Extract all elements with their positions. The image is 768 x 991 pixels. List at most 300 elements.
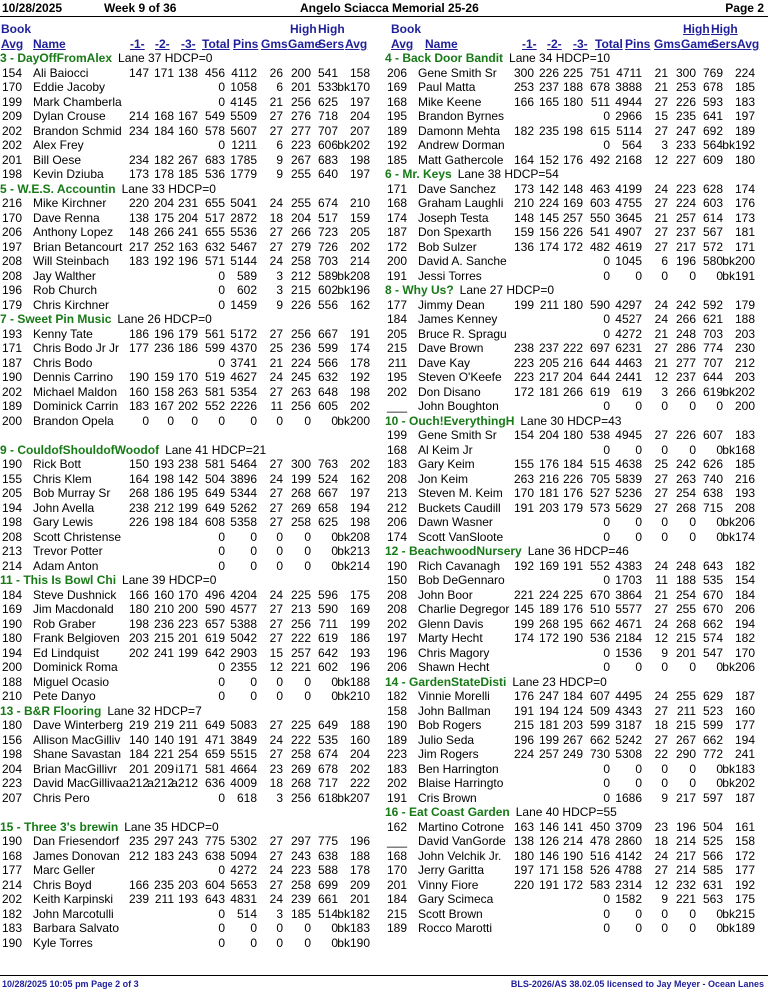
game-2: 145 (538, 210, 559, 225)
pins: 2168 (615, 152, 642, 167)
game-3: 243 (177, 834, 198, 848)
pins: 1785 (230, 152, 257, 167)
high-series: 662 (702, 616, 723, 631)
series-total: 705 (589, 471, 610, 486)
game-3: 160 (177, 123, 198, 138)
player-row (0, 124, 384, 139)
high-series: 0 (716, 906, 723, 921)
average: 191 (349, 326, 370, 341)
series-total: 636 (204, 776, 225, 790)
series-total: 0 (603, 573, 610, 587)
games: 24 (654, 297, 668, 312)
player-name: David A. Sanche (418, 254, 507, 268)
high-series: 585 (702, 863, 723, 877)
game-3: 185 (177, 167, 198, 181)
high-series: 523 (702, 703, 723, 718)
series-total: 643 (204, 892, 225, 906)
pins: 5344 (230, 486, 257, 500)
book-avg: 214 (1, 877, 22, 892)
games: 27 (269, 718, 283, 732)
series-total: 0 (218, 268, 225, 283)
series-total: 697 (589, 341, 610, 355)
player-name: Bob Sulzer (418, 239, 477, 254)
game-3: 176 (562, 486, 583, 500)
high-series: 740 (702, 471, 723, 486)
player-row (385, 399, 768, 414)
book-avg: 174 (386, 210, 407, 225)
high-game: 188 (675, 573, 696, 587)
game-3: 204 (562, 370, 583, 384)
avg-header: Avg (1, 37, 24, 51)
games: 27 (654, 196, 668, 210)
book-avg: 194 (1, 645, 22, 660)
game-3: 180 (562, 297, 583, 312)
games: 24 (269, 587, 283, 602)
player-name: Rob Graber (33, 616, 96, 631)
average: bk174 (722, 529, 755, 544)
player-name: Alex Frey (33, 138, 84, 152)
games: 0 (276, 558, 283, 573)
high-game: 0 (689, 921, 696, 935)
games: 24 (269, 863, 283, 877)
games: 11 (270, 399, 283, 413)
high-game: 256 (290, 399, 311, 413)
high-game: 0 (689, 515, 696, 529)
player-row (0, 617, 384, 632)
high-game: 266 (675, 312, 696, 326)
book-avg: 183 (386, 457, 407, 471)
book-avg: 213 (386, 486, 407, 500)
player-row (0, 791, 384, 806)
game-1: 173 (128, 167, 149, 181)
game-1: 154 (513, 428, 534, 442)
player-row (0, 472, 384, 487)
gms-header: Gms (654, 37, 681, 51)
pins: 0 (635, 268, 642, 283)
high-series: 609 (702, 152, 723, 167)
average: bk188 (337, 674, 370, 689)
series-total: 573 (589, 500, 610, 515)
high-game: 236 (290, 341, 311, 355)
games: 3 (276, 906, 283, 921)
player-row (385, 341, 768, 356)
pins: 4577 (230, 602, 257, 616)
game-1: 184 (128, 747, 149, 761)
high-game: 223 (290, 863, 311, 877)
games: 24 (654, 689, 668, 703)
games: 23 (654, 819, 668, 834)
games: 27 (269, 457, 283, 471)
team-name: 8 - Why Us? (385, 283, 454, 297)
games: 18 (269, 776, 283, 790)
player-row (385, 196, 768, 211)
high-series: 649 (317, 718, 338, 732)
series-total: 632 (204, 239, 225, 254)
pins-header: Pins (233, 37, 259, 51)
game-3: 179 (177, 326, 198, 341)
games: 0 (661, 515, 668, 529)
book-avg: 189 (386, 123, 407, 138)
player-name: Dave Sanchez (418, 181, 497, 196)
average: 198 (349, 515, 370, 529)
book-avg: 154 (1, 65, 22, 80)
high-game: 227 (675, 152, 696, 167)
player-name: Dawn Wasner (418, 515, 493, 529)
average: 175 (349, 587, 370, 602)
games: 18 (654, 834, 668, 848)
book-avg: 202 (386, 384, 407, 399)
high-game: 217 (675, 848, 696, 863)
high-game: 258 (290, 515, 311, 529)
games: 15 (654, 109, 668, 123)
series-total: 538 (589, 428, 610, 442)
high-game: 225 (290, 718, 311, 732)
game-1: 198 (128, 616, 149, 631)
book-avg: 172 (386, 239, 407, 254)
game-1: 136 (513, 239, 534, 254)
player-name: John Ballman (418, 703, 491, 718)
games: 27 (269, 109, 283, 123)
game-1: 234 (128, 123, 149, 138)
book-avg: 209 (1, 109, 22, 123)
pins: 4627 (230, 370, 257, 384)
book-avg: 155 (1, 471, 22, 486)
player-name: Steve Dushnick (33, 587, 117, 602)
games: 0 (661, 921, 668, 935)
player-row (0, 863, 384, 878)
player-row (0, 370, 384, 385)
game3-header: -3- (573, 37, 588, 51)
game-3: i171 (175, 761, 198, 776)
player-row (0, 80, 384, 95)
game-1: 180 (513, 848, 534, 863)
game-2: 172 (538, 631, 559, 645)
game-1: 202 (128, 645, 149, 660)
high-series: 574 (702, 631, 723, 645)
series-total: 0 (218, 863, 225, 877)
game-3: 225 (562, 587, 583, 602)
book-avg: 202 (386, 776, 407, 790)
pins: 0 (250, 935, 257, 950)
series-total: 0 (603, 254, 610, 268)
series-total: 561 (204, 326, 225, 341)
games: 27 (654, 732, 668, 747)
pins: 5236 (615, 486, 642, 500)
game-2: 183 (153, 848, 174, 863)
player-row (385, 327, 768, 342)
series-total: 456 (204, 65, 225, 80)
player-name: Jim Rogers (418, 747, 479, 761)
high-game: 222 (290, 631, 311, 645)
series-total: 0 (603, 515, 610, 529)
game-1: 199 (513, 616, 534, 631)
game-2: 241 (153, 645, 174, 660)
games: 27 (269, 384, 283, 399)
team-name: 11 - This Is Bowl Chi (0, 573, 117, 587)
high-series: 648 (317, 384, 338, 399)
games: 22 (654, 747, 668, 761)
game-3: 172 (562, 877, 583, 892)
player-row (385, 153, 768, 168)
games: 3 (276, 268, 283, 283)
high-game: 215 (675, 718, 696, 732)
book-avg: 168 (386, 442, 407, 457)
high-game-header: Game (681, 37, 715, 51)
high-game: 0 (689, 906, 696, 921)
game-3: 241 (177, 225, 198, 239)
high-game: 196 (675, 819, 696, 834)
games: 9 (661, 645, 668, 660)
player-name: Bob Murray Sr (33, 486, 111, 500)
game-1: 150 (128, 457, 149, 471)
games: 0 (276, 544, 283, 558)
pins: 4755 (615, 196, 642, 210)
high-series: 0 (716, 515, 723, 529)
game-1: 238 (128, 500, 149, 515)
pins: 4145 (230, 94, 257, 109)
right-column (385, 51, 768, 936)
high-game: 0 (304, 544, 311, 558)
total-header: Total (202, 37, 230, 51)
series-total: 0 (218, 660, 225, 674)
game-2: 140 (153, 732, 174, 747)
series-total: 482 (589, 239, 610, 254)
player-row (0, 211, 384, 226)
book-avg: 215 (386, 906, 407, 921)
player-row (385, 240, 768, 255)
pins: 3888 (615, 80, 642, 94)
pins: 5464 (230, 457, 257, 471)
pins: 5083 (230, 718, 257, 732)
game-2: 171 (153, 65, 174, 80)
high-series: 0 (331, 544, 338, 558)
book-avg: 169 (1, 602, 22, 616)
average: 196 (349, 834, 370, 848)
high-series: 717 (317, 776, 338, 790)
player-row (0, 95, 384, 110)
average: 210 (349, 196, 370, 210)
average: 202 (349, 761, 370, 776)
average: 192 (734, 877, 755, 892)
pins: 1459 (230, 297, 257, 312)
game-2: 178 (153, 167, 174, 181)
team-lane-info: Lane 23 HDCP=0 (512, 674, 607, 689)
series-total: 0 (603, 312, 610, 326)
series-total: 619 (589, 384, 610, 399)
series-total: 583 (589, 877, 610, 892)
high-game: 248 (675, 558, 696, 573)
average: 169 (349, 602, 370, 616)
average: 183 (734, 428, 755, 442)
game-3: 200 (177, 602, 198, 616)
game-3: 222 (562, 341, 583, 355)
book-avg: 208 (1, 254, 22, 268)
high-series: 643 (702, 558, 723, 573)
average: 178 (349, 355, 370, 370)
games: 21 (654, 210, 668, 225)
series-total: 619 (204, 631, 225, 645)
pins: 0 (635, 515, 642, 529)
series-total: 0 (218, 544, 225, 558)
series-total: 0 (218, 674, 225, 689)
high-game: 215 (675, 631, 696, 645)
game-2: 211 (154, 892, 174, 906)
average: 194 (734, 732, 755, 747)
high-series: 631 (702, 877, 723, 892)
series-total: 527 (589, 486, 610, 500)
player-row (0, 356, 384, 371)
series-total: 615 (589, 123, 610, 138)
player-name: Dominick Roma (33, 660, 118, 674)
games: 15 (269, 645, 283, 660)
player-name: Brandon Opela (33, 413, 114, 428)
game-1: 226 (128, 515, 149, 529)
pins: 5172 (230, 326, 257, 341)
player-name: Adam Anton (33, 558, 99, 573)
games: 0 (661, 660, 668, 674)
book-avg: 210 (1, 689, 22, 703)
high-series: 638 (702, 486, 723, 500)
player-row (385, 312, 768, 327)
high-series: 0 (331, 413, 338, 428)
player-name: Pete Danyo (33, 689, 96, 703)
player-row (385, 501, 768, 516)
average: 177 (734, 863, 755, 877)
high-series: 658 (317, 500, 338, 515)
average: bk189 (722, 921, 755, 935)
game-3: a212 (171, 776, 198, 790)
player-row (385, 138, 768, 153)
player-name: Dan Friesendorf (33, 834, 120, 848)
team-lane-info: Lane 33 HDCP=0 (121, 181, 216, 196)
player-name: Brian MacGillivr (33, 761, 118, 776)
book-avg: 182 (1, 906, 22, 921)
average: 201 (349, 892, 370, 906)
player-name: Brandon Byrnes (418, 109, 505, 123)
high-game: 245 (290, 370, 311, 384)
high-game: 222 (290, 732, 311, 747)
game-2: 247 (538, 689, 559, 703)
game-2: 184 (153, 123, 174, 138)
game-1: 191 (513, 703, 534, 718)
high-series: 619 (317, 631, 338, 645)
player-name: Cris Brown (418, 790, 477, 805)
average: bk214 (337, 558, 370, 573)
player-name: Jon Keim (418, 471, 469, 486)
player-name: James Donovan (33, 848, 120, 863)
game-2: 191 (538, 877, 559, 892)
team-name: 10 - Ouch!EverythingH (385, 413, 515, 428)
player-name: Graham Laughli (418, 196, 504, 210)
high-game: 257 (675, 210, 696, 225)
player-row (385, 878, 768, 893)
game-1: 220 (513, 877, 534, 892)
pins: 4383 (615, 558, 642, 573)
high-series: 590 (317, 602, 338, 616)
player-name: Dave Brown (418, 341, 484, 355)
high-series: 726 (317, 239, 338, 254)
player-name: Mike Kirchner (33, 196, 107, 210)
player-row (0, 254, 384, 269)
average: bk213 (337, 544, 370, 558)
game-2: 194 (538, 703, 559, 718)
pins: 4463 (615, 355, 642, 370)
games: 0 (661, 268, 668, 283)
game-3: 204 (177, 210, 198, 225)
games: 24 (269, 370, 283, 384)
average: 197 (349, 167, 370, 181)
pins: 4619 (615, 239, 642, 254)
pins: 4945 (615, 428, 642, 442)
high-series: 0 (716, 399, 723, 413)
average: 179 (734, 297, 755, 312)
high-game: 300 (290, 457, 311, 471)
game-3: 191 (562, 558, 583, 573)
pins: 4142 (615, 848, 642, 863)
games: 0 (661, 529, 668, 544)
high-series: 718 (317, 109, 338, 123)
game-3: 148 (562, 181, 583, 196)
game-1: 210 (513, 196, 534, 210)
games: 27 (654, 863, 668, 877)
high-series: 674 (317, 196, 338, 210)
player-name: John Boughton (418, 399, 499, 413)
game-3: 180 (562, 428, 583, 442)
games: 24 (654, 312, 668, 326)
pins: 2872 (230, 210, 257, 225)
book-avg: 212 (386, 500, 407, 515)
book-avg: 189 (386, 732, 407, 747)
games: 27 (654, 225, 668, 239)
game-2: 205 (538, 355, 559, 370)
average: 185 (734, 457, 755, 471)
player-row (0, 936, 384, 951)
game-2: 257 (538, 747, 559, 761)
player-name: Scott Brown (418, 906, 483, 921)
average: 214 (349, 254, 370, 268)
player-name: Gary Scimeca (418, 892, 494, 906)
series-total: 578 (204, 123, 225, 138)
high-game: 212 (290, 268, 311, 283)
pins: 4297 (615, 297, 642, 312)
column-headers-left (0, 20, 384, 51)
high-series: 618 (317, 790, 338, 805)
book-avg: 169 (386, 80, 407, 94)
games: 3 (276, 283, 283, 297)
games: 27 (269, 747, 283, 761)
player-name: Anthony Lopez (33, 225, 114, 239)
pins: 5577 (615, 602, 642, 616)
high-game-header-top: High (290, 22, 317, 36)
high-game: 200 (290, 65, 311, 80)
high-series: 605 (317, 399, 338, 413)
games: 0 (276, 921, 283, 935)
high-game-header: Game (288, 37, 322, 51)
high-series: 0 (716, 761, 723, 776)
game-2: 193 (153, 457, 174, 471)
book-avg: 206 (1, 225, 22, 239)
game-1: 155 (513, 457, 534, 471)
high-game: 269 (290, 761, 311, 776)
game-1: 217 (128, 239, 149, 254)
game-2: 198 (153, 471, 174, 486)
games: 27 (269, 848, 283, 863)
player-row (385, 530, 768, 545)
pins: 5388 (230, 616, 257, 631)
game3-header: -3- (181, 37, 196, 51)
team-header (385, 544, 768, 559)
book-avg: 174 (386, 529, 407, 544)
